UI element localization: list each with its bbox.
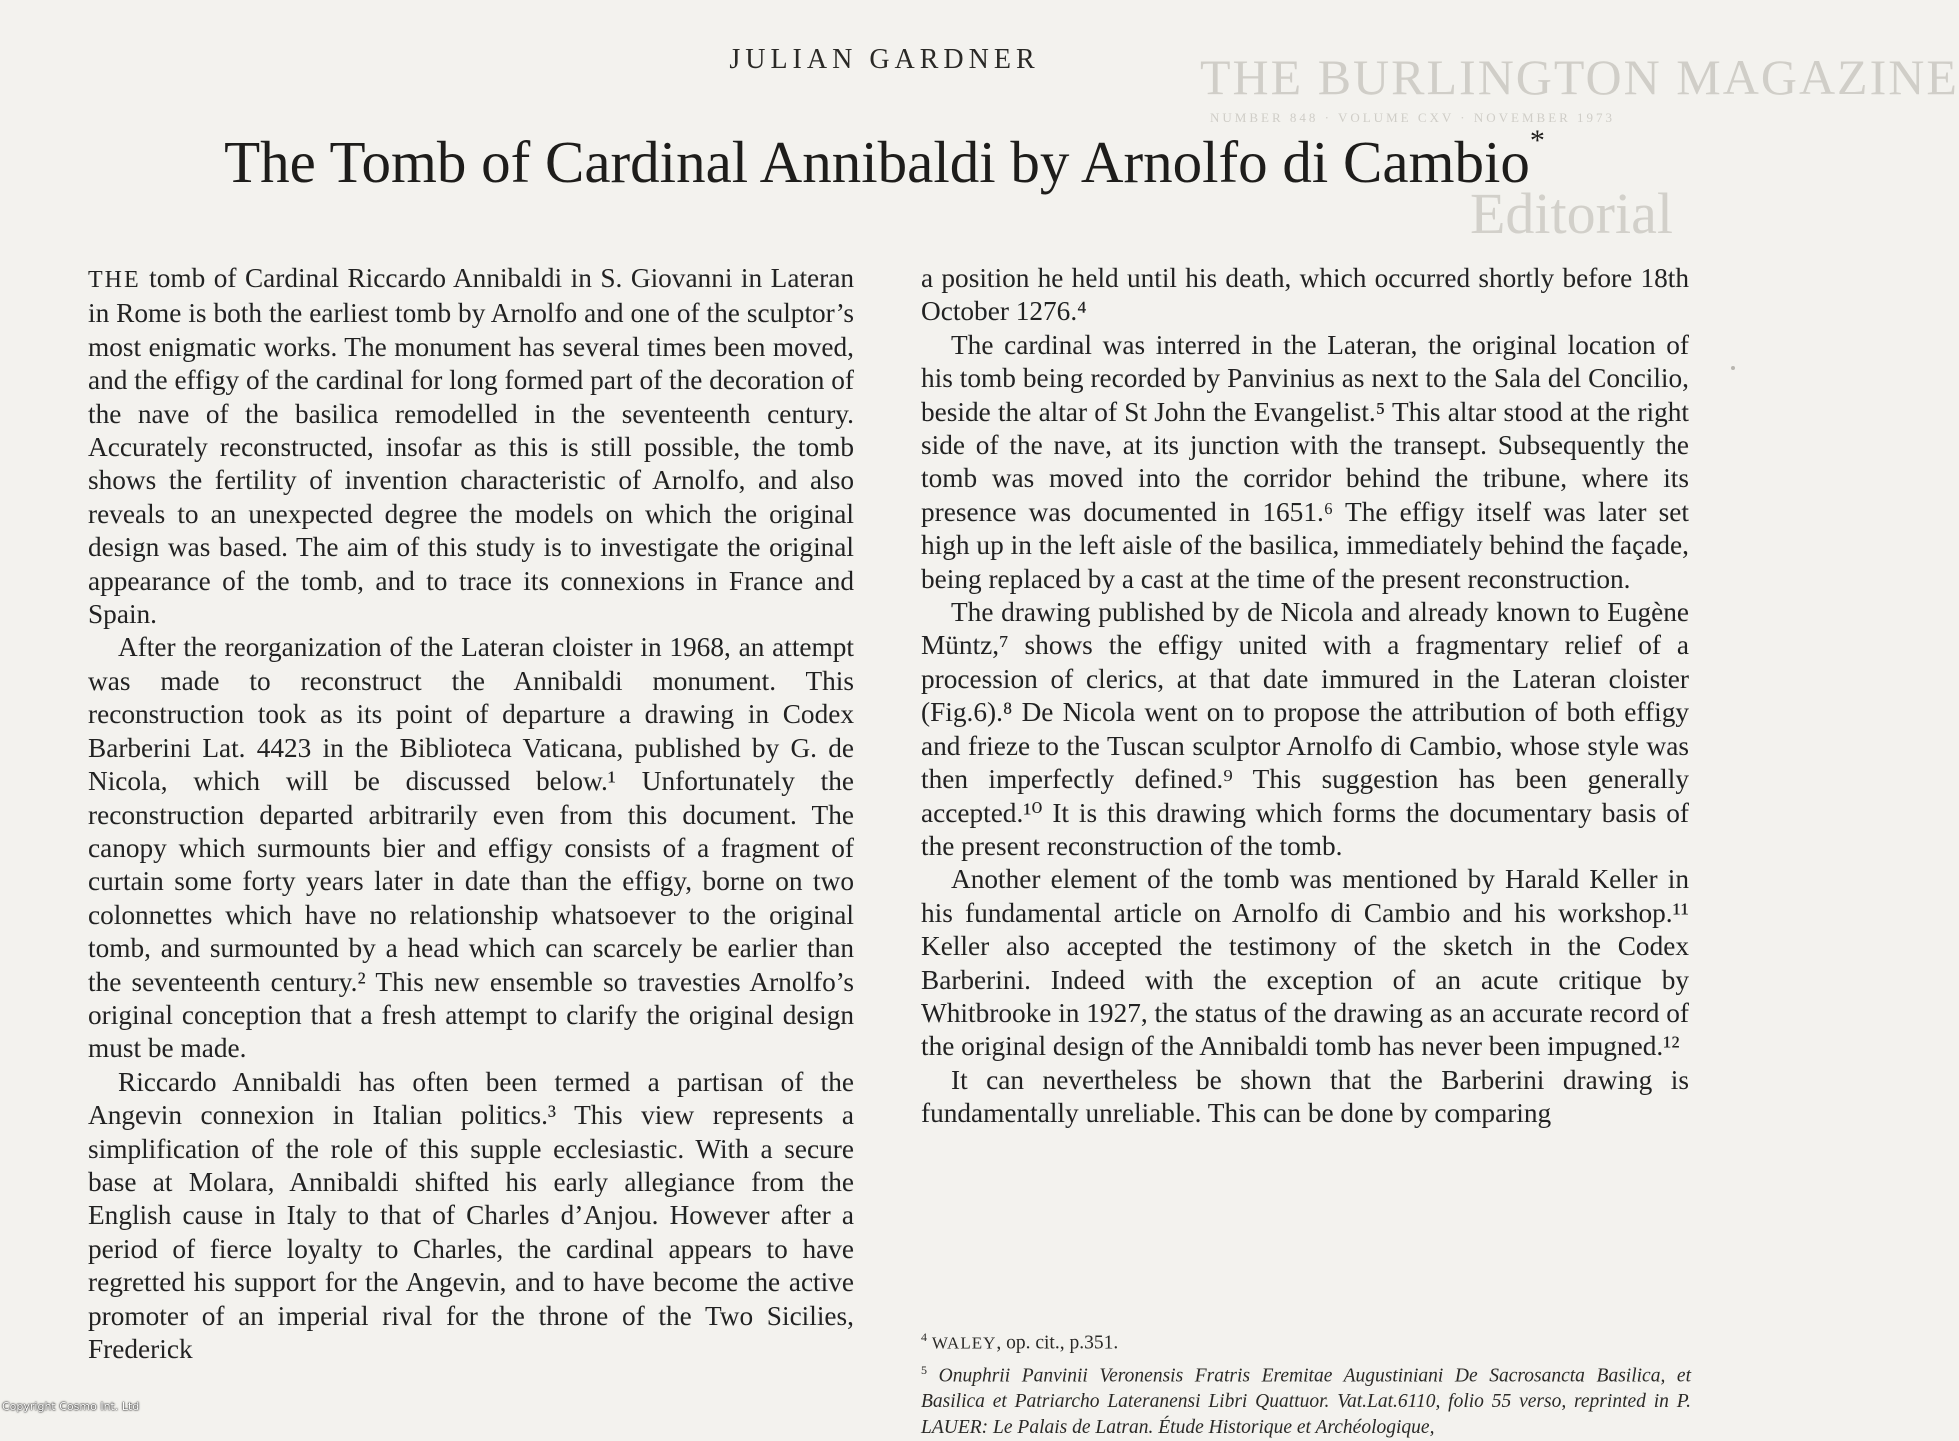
- copyright-watermark: Copyright Cosmo Int. Ltd: [2, 1400, 139, 1413]
- left-paragraph-3: Riccardo Annibaldi has often been termed a partisan of the Angevin connexion in Italian politics.³ This view represents a simplification of the role of this supple ecclesiastic. With a secure base at Molara, Annibaldi shifted his early allegiance from the English cause in Italy to that of Charles d’Anjou. However after a period of fierce loyalty to Charles, the cardinal appears to have regretted his support for the Angevin, and to have become the active promoter of an imperial rival for the throne of the Two Sicilies, Frederick: [88, 1066, 854, 1367]
- left-paragraph-1: [88, 262, 854, 631]
- right-paragraph-3: The drawing published by de Nicola and already known to Eugène Müntz,⁷ shows the effigy united with a fragmentary relief of a procession of clerics, at that date immured in the Lateran cloister (Fig.6).⁸ De Nicola went on to propose the attribution of both effigy and frieze to the Tuscan sculptor Arnolfo di Cambio, whose style was then imperfectly defined.⁹ This suggestion has been generally accepted.¹⁰ It is this drawing which forms the documentary basis of the present reconstruction of the tomb.: [921, 596, 1689, 863]
- right-paragraph-1: a position he held until his death, which occurred shortly before 18th October 1276.⁴: [921, 262, 1689, 329]
- footnote-author: WALEY: [932, 1334, 996, 1353]
- article-title: [0, 128, 1769, 197]
- footnote-text: Onuphrii Panvinii Veronensis Fratris Eremitae Augustiniani De Sacrosancta Basilica, et Basilica et Patriarcho Lateranensi Libri Quattuor. Vat.Lat.6110, folio 55 verso, reprinted in P. LAUER: Le Palais de Latran. Étude Historique et Archéologique,: [921, 1365, 1691, 1438]
- left-paragraph-1-text: tomb of Cardinal Riccardo Annibaldi in S. Giovanni in Lateran in Rome is both the earliest tomb by Arnolfo and one of the sculptor’s most enigmatic works. The monument has several times been moved, and the effigy of the cardinal for long formed part of the decoration of the nave of the basilica remodelled in the seventeenth century. Accurately reconstructed, insofar as this is still possible, the tomb shows the fertility of invention characteristic of Arnolfo, and also reveals to an unexpected degree the models on which the original design was based. The aim of this study is to investigate the original appearance of the tomb, and to trace its connexions in France and Spain.: [88, 263, 854, 629]
- bleed-through-heading: Editorial: [1470, 180, 1673, 247]
- paper-speck: [1731, 366, 1735, 370]
- bleed-through-masthead: THE BURLINGTON MAGAZINE: [1200, 48, 1959, 106]
- footnote-number: 5: [921, 1363, 927, 1377]
- footnote-4: [921, 1324, 1691, 1357]
- right-paragraph-2: The cardinal was interred in the Lateran, the original location of his tomb being recorded by Panvinius as next to the Sala del Concilio, beside the altar of St John the Evangelist.⁵ This altar stood at the right side of the nave, at its junction with the transept. Subsequently the tomb was moved into the corridor behind the tribune, where its presence was documented in 1651.⁶ The effigy itself was later set high up in the left aisle of the basilica, immediately behind the façade, being replaced by a cast at the time of the present reconstruction.: [921, 329, 1689, 596]
- author-name: JULIAN GARDNER: [0, 44, 1769, 76]
- right-paragraph-5: It can nevertheless be shown that the Barberini drawing is fundamentally unreliable. This can be done by comparing: [921, 1064, 1689, 1131]
- title-footnote-mark: *: [1530, 124, 1545, 157]
- footnote-text: , op. cit., p.351.: [996, 1333, 1118, 1354]
- right-paragraph-4: Another element of the tomb was mentioned by Harald Keller in his fundamental article on Arnolfo di Cambio and his workshop.¹¹ Keller also accepted the testimony of the sketch in the Codex Barberini. Indeed with the exception of an acute critique by Whitbrooke in 1927, the status of the drawing as an accurate record of the original design of the Annibaldi tomb has never been impugned.¹²: [921, 863, 1689, 1063]
- footnote-number: 4: [921, 1330, 927, 1344]
- left-column: [88, 262, 854, 1366]
- left-paragraph-2: After the reorganization of the Lateran cloister in 1968, an attempt was made to reconstruct the Annibaldi monument. This reconstruction took as its point of departure a drawing in Codex Barberini Lat. 4423 in the Biblioteca Vaticana, published by G. de Nicola, which will be discussed below.¹ Unfortunately the reconstruction departed arbitrarily even from this document. The canopy which surmounts bier and effigy consists of a fragment of curtain some forty years later in date than the effigy, borne on two colonnettes which have no relationship whatsoever to the original tomb, and surmounted by a head which can scarcely be earlier than the seventeenth century.² This new ensemble so travesties Arnolfo’s original conception that a fresh attempt to clarify the original design must be made.: [88, 631, 854, 1065]
- right-column: [921, 262, 1689, 1131]
- bleed-through-subline: NUMBER 848 · VOLUME CXV · NOVEMBER 1973: [1210, 110, 1615, 126]
- footnotes: [921, 1324, 1691, 1441]
- footnote-5: [921, 1357, 1691, 1441]
- runin-word: THE: [88, 267, 141, 293]
- article-title-text: The Tomb of Cardinal Annibaldi by Arnolfo di Cambio: [224, 129, 1530, 195]
